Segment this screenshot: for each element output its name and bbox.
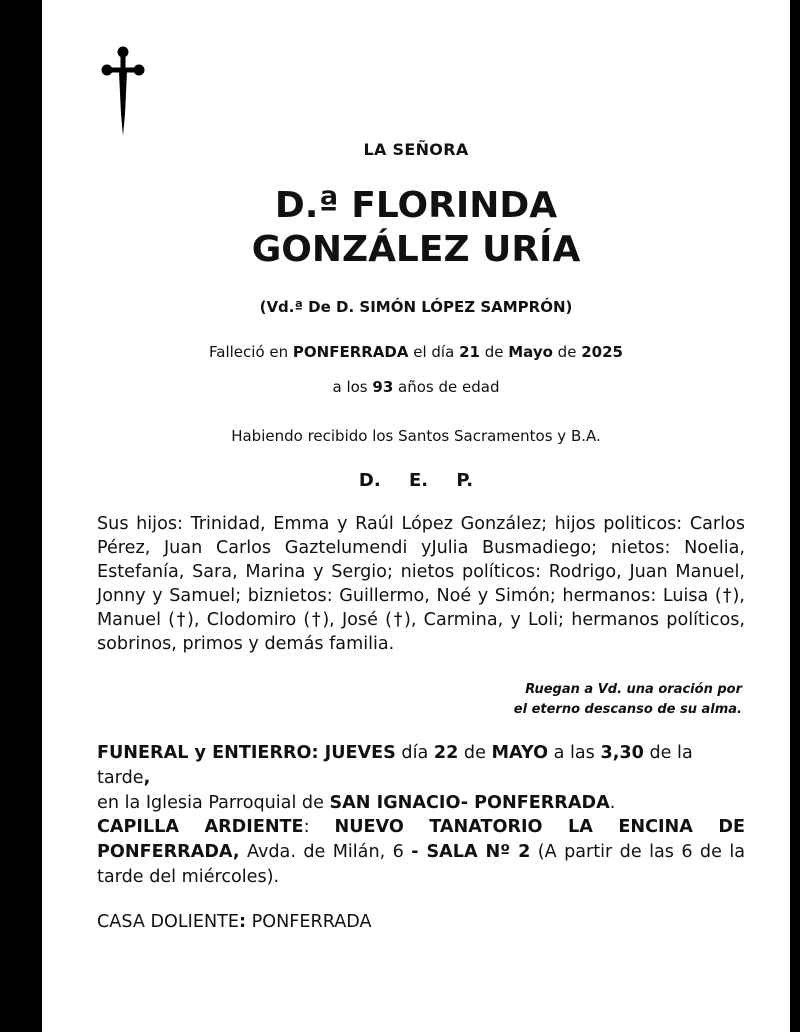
death-text: Falleció en [209, 343, 293, 361]
death-day: 21 [459, 343, 480, 361]
house-place: PONFERRADA [246, 912, 372, 932]
chapel-address: Avda. de Milán, 6 [239, 842, 412, 862]
funeral-month: MAYO [491, 743, 549, 763]
funeral-text: día [395, 743, 434, 763]
prayer-line-1: Ruegan a Vd. una oración por [525, 682, 742, 697]
right-border [790, 0, 800, 1032]
prayer-request [97, 680, 742, 720]
funeral-text: en la Iglesia Parroquial de [97, 793, 330, 813]
funeral-text: de la tarde [97, 743, 693, 788]
funeral-line-2 [97, 791, 747, 816]
title-prefix: LA SEÑORA [363, 140, 469, 159]
death-text: el día [408, 343, 460, 361]
funeral-text: . [609, 793, 616, 813]
prayer-line-2: el eterno descanso de su alma. [513, 702, 742, 717]
chapel-label: CAPILLA ARDIENTE [97, 817, 304, 837]
death-month: Mayo [508, 343, 553, 361]
chapel-info [97, 815, 745, 890]
death-line [42, 343, 790, 361]
sacraments-line: Habiendo recibido los Santos Sacramentos y B.A. [231, 427, 601, 445]
name-line-1: D.ª FLORINDA [274, 185, 558, 226]
chapel-hours: (A partir de las 6 de la tarde del miércoles). [97, 842, 745, 887]
house-colon: : [238, 912, 247, 932]
funeral-line-1 [97, 741, 747, 791]
death-place: PONFERRADA [292, 343, 409, 361]
age-text: años de edad [393, 378, 500, 396]
funeral-info [97, 741, 747, 816]
death-text: de [479, 343, 509, 361]
chapel-place: NUEVO TANATORIO LA ENCINA DE PONFERRADA, [97, 817, 745, 862]
funeral-comma: , [143, 768, 151, 788]
chapel-room: SALA Nº 2 [426, 842, 531, 862]
house-of-mourning [97, 910, 747, 935]
deceased-name [42, 184, 790, 272]
dep-heading: D. E. P. [358, 470, 474, 491]
age-text: a los [332, 378, 373, 396]
age-years: 93 [372, 378, 394, 396]
chapel-dash: - [411, 842, 427, 862]
name-line-2: GONZÁLEZ URÍA [251, 229, 581, 270]
funeral-time: 3,30 [600, 743, 644, 763]
death-text: de [552, 343, 582, 361]
funeral-text: de [458, 743, 492, 763]
widow-of: (Vd.ª De D. SIMÓN LÓPEZ SAMPRÓN) [259, 298, 573, 316]
funeral-day: 22 [433, 743, 459, 763]
santiago-cross-icon [100, 44, 146, 138]
chapel-colon: : [303, 817, 335, 837]
funeral-text: a las [548, 743, 601, 763]
funeral-church: SAN IGNACIO- PONFERRADA [329, 793, 610, 813]
death-year: 2025 [581, 343, 623, 361]
left-border [0, 0, 42, 1032]
house-label: CASA DOLIENTE [97, 912, 239, 932]
family-paragraph: Sus hijos: Trinidad, Emma y Raúl López González; hijos politicos: Carlos Pérez, Juan Carlos Gaztelumendi yJulia Busmadiego; nietos: Noelia, Estefanía, Sara, Marina y Sergio; nietos políticos: Rodrigo, Juan Manuel, Jonny y Samuel; biznietos: Guillermo, Noé y Simón; hermanos: Luisa (†), Manuel (†), Clodomiro (†), José (†), Carmina, y Loli; hermanos políticos, sobrinos, primos y demás familia. [97, 514, 745, 654]
funeral-label: FUNERAL y ENTIERRO: JUEVES [97, 743, 396, 763]
age-line [42, 378, 790, 396]
